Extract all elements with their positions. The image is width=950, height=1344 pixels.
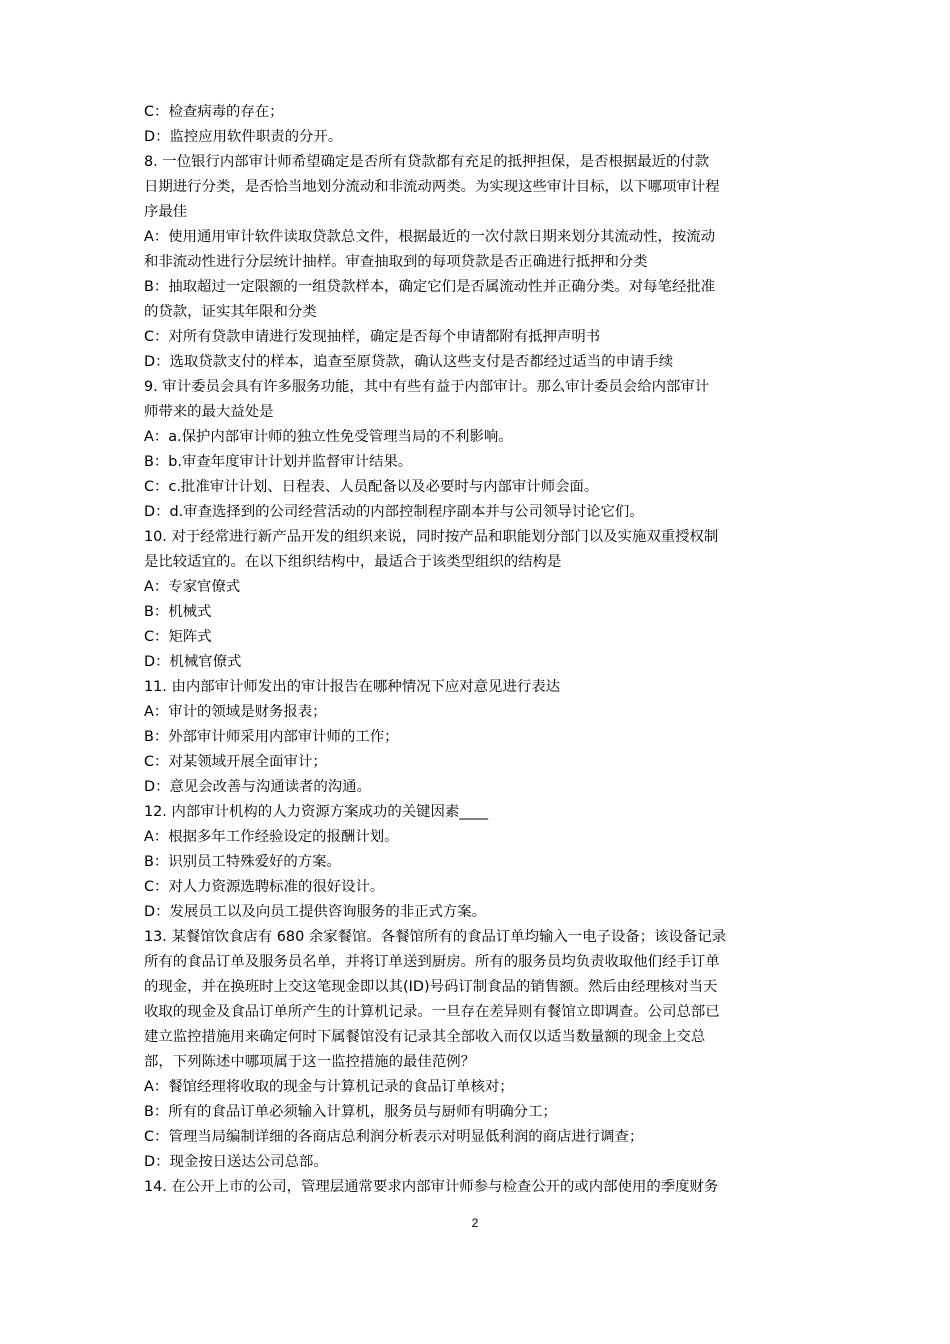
text-line: 12. 内部审计机构的人力资源方案成功的关键因素____ (144, 804, 489, 820)
text-line: B：抽取超过一定限额的一组贷款样本，确定它们是否属流动性并正确分类。对每笔经批准 (144, 279, 716, 295)
text-line: 11. 由内部审计师发出的审计报告在哪种情况下应对意见进行表达 (144, 679, 561, 695)
text-line: 10. 对于经常进行新产品开发的组织来说，同时按产品和职能划分部门以及实施双重授权制 (144, 529, 719, 545)
text-line: C：对所有贷款申请进行发现抽样，确定是否每个申请都附有抵押声明书 (144, 329, 601, 345)
text-line: 所有的食品订单及服务员名单，并将订单送到厨房。所有的服务员均负责收取他们经手订单 (144, 954, 720, 970)
text-line: 14. 在公开上市的公司，管理层通常要求内部审计师参与检查公开的或内部使用的季度财务 (144, 1179, 719, 1195)
text-line: 8. 一位银行内部审计师希望确定是否所有贷款都有充足的抵押担保，是否根据最近的付款 (144, 154, 710, 170)
text-line: B：所有的食品订单必须输入计算机，服务员与厨师有明确分工； (144, 1104, 557, 1120)
text-line: 收取的现金及食品订单所产生的计算机记录。一旦存在差异则有餐馆立即调查。公司总部已 (144, 1004, 720, 1020)
text-line: 13. 某餐馆饮食店有 680 余家餐馆。各餐馆所有的食品订单均输入一电子设备；该设备记录 (144, 929, 727, 945)
text-line: A：a.保护内部审计师的独立性免受管理当局的不利影响。 (144, 429, 513, 445)
text-line: 的现金，并在换班时上交这笔现金即以其(ID)号码订制食品的销售额。然后由经理核对当天 (144, 979, 718, 995)
text-line: D：现金按日送达公司总部。 (144, 1154, 328, 1170)
page-body-text (144, 100, 812, 1200)
text-line: D：机械官僚式 (144, 654, 242, 670)
text-line: 9. 审计委员会具有许多服务功能，其中有些有益于内部审计。那么审计委员会给内部审计 (144, 379, 710, 395)
text-line: B：识别员工特殊爱好的方案。 (144, 854, 341, 870)
text-line: A：使用通用审计软件读取贷款总文件，根据最近的一次付款日期来划分其流动性，按流动 (144, 229, 716, 245)
text-line: D：d.审查选择到的公司经营活动的内部控制程序副本并与公司领导讨论它们。 (144, 504, 644, 520)
text-line: C：对人力资源选聘标准的很好设计。 (144, 879, 385, 895)
text-line: D：发展员工以及向员工提供咨询服务的非正式方案。 (144, 904, 487, 920)
text-line: D：选取贷款支付的样本，追查至原贷款，确认这些支付是否都经过适当的申请手续 (144, 354, 674, 370)
text-line: B：b.审查年度审计计划并监督审计结果。 (144, 454, 413, 470)
text-line: D：意见会改善与沟通读者的沟通。 (144, 779, 371, 795)
text-line: C：矩阵式 (144, 629, 212, 645)
text-line: 建立监控措施用来确定何时下属餐馆没有记录其全部收入而仅以适当数量额的现金上交总 (144, 1029, 706, 1045)
text-line: D：监控应用软件职责的分开。 (144, 129, 343, 145)
text-line: A：餐馆经理将收取的现金与计算机记录的食品订单核对； (144, 1079, 514, 1095)
text-line: 的贷款，证实其年限和分类 (144, 304, 317, 320)
text-line: 是比较适宜的。在以下组织结构中，最适合于该类型组织的结构是 (144, 554, 562, 570)
text-line: 师带来的最大益处是 (144, 404, 274, 420)
text-line: 和非流动性进行分层统计抽样。审查抽取到的每项贷款是否正确进行抵押和分类 (144, 254, 648, 270)
text-line: A：专家官僚式 (144, 579, 241, 595)
text-line: 序最佳 (144, 204, 188, 220)
text-line: C：对某领域开展全面审计； (144, 754, 327, 770)
text-line: A：审计的领域是财务报表； (144, 704, 327, 720)
text-line: 日期进行分类，是否恰当地划分流动和非流动两类。为实现这些审计目标，以下哪项审计程 (144, 179, 720, 195)
text-line: C：管理当局编制详细的各商店总利润分析表示对明显低利润的商店进行调查； (144, 1129, 644, 1145)
text-line: C：检查病毒的存在； (144, 104, 284, 120)
text-line: A：根据多年工作经验设定的报酬计划。 (144, 829, 399, 845)
text-line: C：c.批准审计计划、日程表、人员配备以及必要时与内部审计师会面。 (144, 479, 599, 495)
text-line: 部，下列陈述中哪项属于这一监控措施的最佳范例？ (144, 1054, 475, 1070)
text-line: B：机械式 (144, 604, 212, 620)
text-line: B：外部审计师采用内部审计师的工作； (144, 729, 399, 745)
page-number: 2 (471, 1216, 479, 1230)
